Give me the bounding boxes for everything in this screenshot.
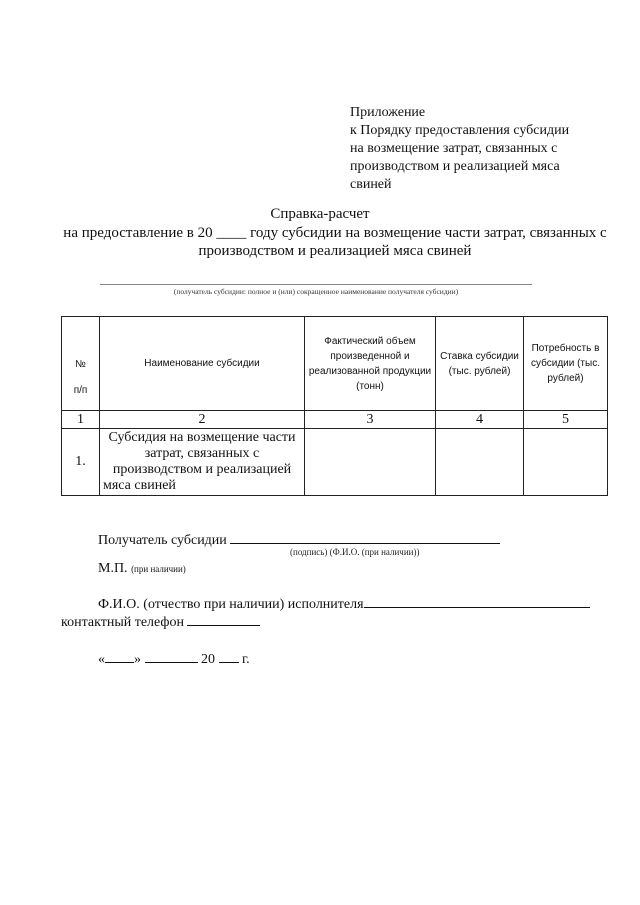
column-number: 2 [100, 411, 305, 429]
row-num: 1. [62, 429, 100, 496]
table-row [62, 429, 608, 496]
table-header-row [62, 317, 608, 411]
row-rate-cell[interactable] [436, 429, 524, 496]
date-day-field[interactable] [105, 649, 134, 663]
stamp-note: (при наличии) [131, 564, 186, 574]
phone-field[interactable] [187, 612, 260, 626]
header-need: Потребность в субсидии (тыс. рублей) [524, 317, 608, 411]
header-num-sub: п/п [73, 385, 88, 396]
row-name: Субсидия на возмещение части затрат, связанных с производством и реализацией мяса свиней [100, 429, 305, 496]
stamp-line [98, 560, 186, 578]
appendix-line: на возмещение затрат, связанных с [350, 141, 558, 156]
subtitle-line-2: производством и реализацией мяса свиней [198, 243, 472, 259]
executor-field[interactable] [364, 594, 590, 608]
recipient-caption: (получатель субсидии: полное и (или) сокращенное наименование получателя субсидии) [173, 287, 459, 296]
phone-line [61, 612, 260, 632]
date-year-prefix: 20 [201, 652, 215, 667]
appendix-line: Приложение [350, 105, 426, 120]
executor-label: Ф.И.О. (отчество при наличии) исполнителя [98, 597, 364, 612]
row-need-cell[interactable] [524, 429, 608, 496]
document-subtitle [30, 224, 640, 260]
recipient-label: Получатель субсидии [98, 533, 227, 548]
recipient-signature-field[interactable] [230, 530, 500, 544]
header-rate: Ставка субсидии (тыс. рублей) [436, 317, 524, 411]
column-number: 3 [305, 411, 436, 429]
column-number: 1 [62, 411, 100, 429]
appendix-line: производством и реализацией мяса [350, 159, 560, 174]
subtitle-line-1: на предоставление в 20 ____ году субсидии на возмещение части затрат, связанных с [63, 225, 607, 241]
column-number: 5 [524, 411, 608, 429]
appendix-line: к Порядку предоставления субсидии [350, 123, 570, 138]
executor-line [98, 594, 590, 614]
date-month-field[interactable] [145, 649, 198, 663]
recipient-fill-line[interactable] [100, 284, 532, 285]
stamp-label: М.П. [98, 561, 128, 576]
subsidy-table [61, 316, 608, 496]
header-num [62, 317, 100, 411]
header-volume: Фактический объем произведенной и реализованной продукции (тонн) [305, 317, 436, 411]
column-number: 4 [436, 411, 524, 429]
signature-caption: (подпись) (Ф.И.О. (при наличии)) [290, 547, 420, 557]
header-name: Наименование субсидии [100, 317, 305, 411]
appendix-block [350, 104, 620, 194]
column-number-row [62, 411, 608, 429]
header-num-symbol: № [75, 359, 86, 370]
phone-label: контактный телефон [61, 615, 184, 630]
appendix-line: свиней [350, 177, 392, 192]
date-suffix: г. [242, 652, 250, 667]
date-year-field[interactable] [219, 649, 239, 663]
date-open-quote: « [98, 652, 105, 667]
document-title: Справка-расчет [270, 206, 370, 222]
row-volume-cell[interactable] [305, 429, 436, 496]
date-close-quote: » [134, 652, 141, 667]
date-line [98, 649, 250, 669]
